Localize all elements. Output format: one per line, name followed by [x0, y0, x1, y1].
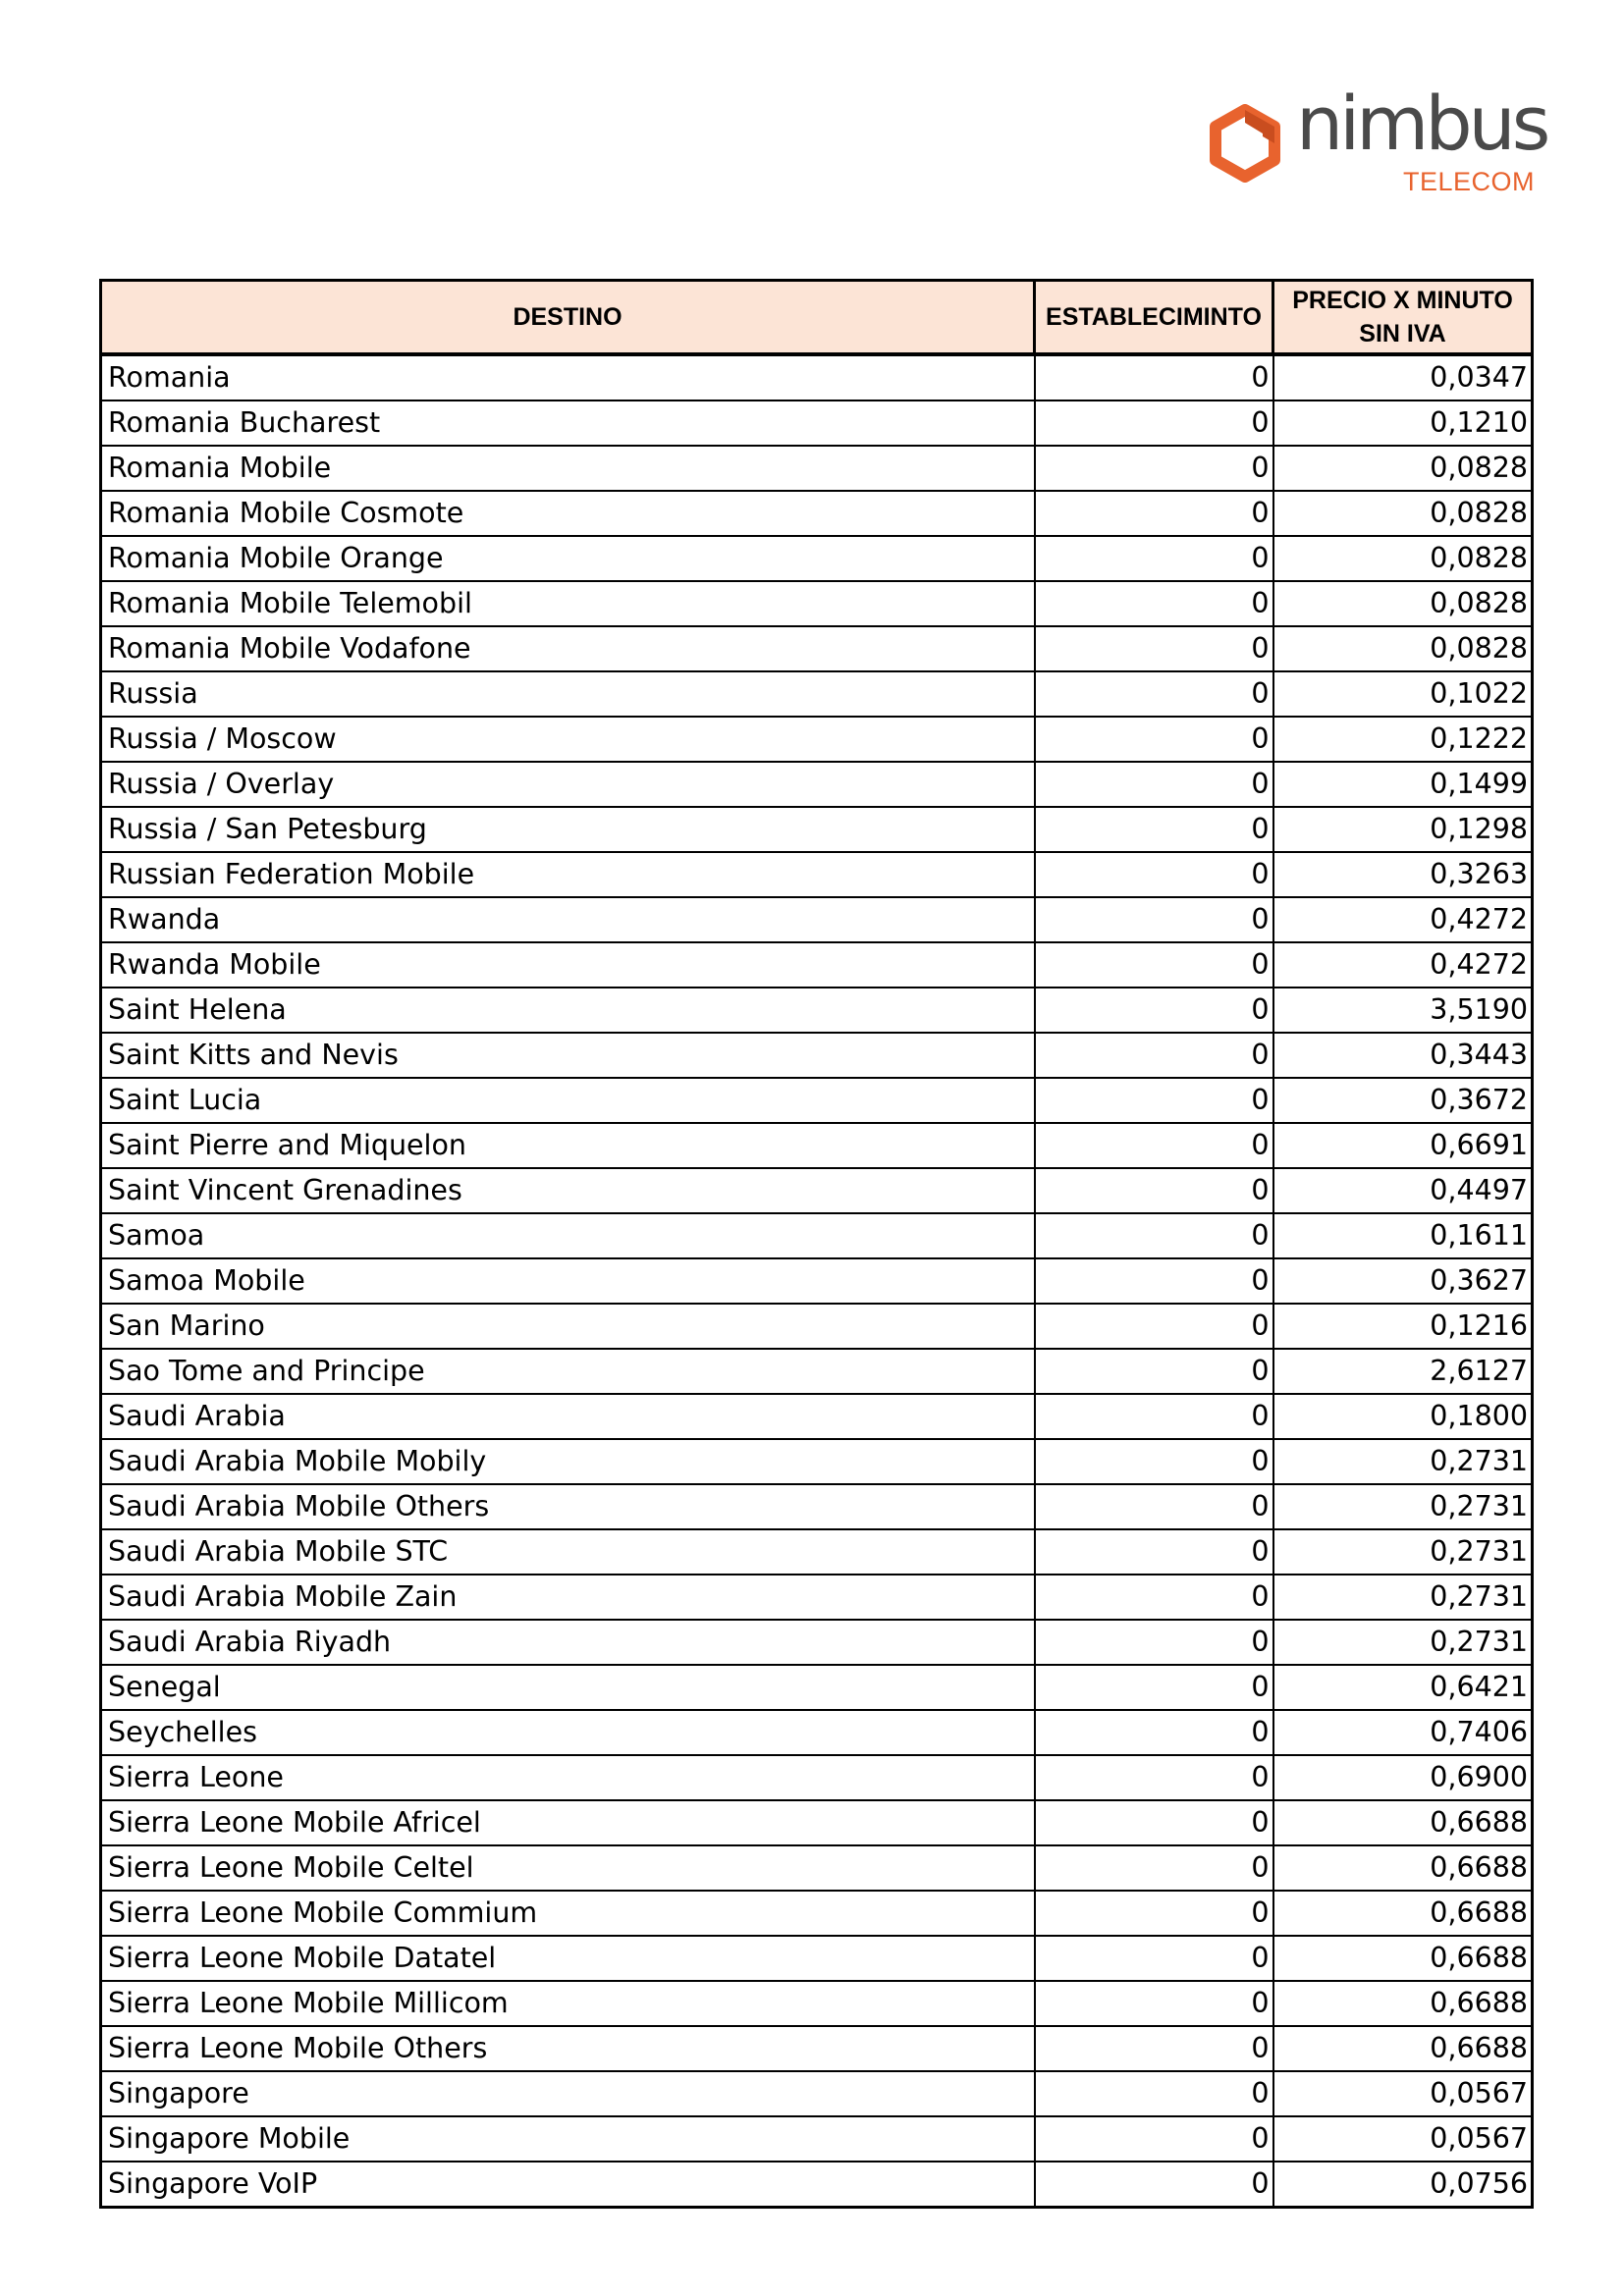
- destino-cell: Romania Mobile: [101, 446, 1035, 491]
- table-row: [101, 1800, 1533, 1845]
- table-row: [101, 446, 1533, 491]
- precio-cell: 0,0567: [1273, 2116, 1533, 2162]
- table-row: [101, 942, 1533, 988]
- precio-cell: 2,6127: [1273, 1349, 1533, 1394]
- destino-cell: Russia / Overlay: [101, 762, 1035, 807]
- destino-cell: Sierra Leone Mobile Millicom: [101, 1981, 1035, 2026]
- destino-cell: Samoa Mobile: [101, 1258, 1035, 1304]
- table-row: [101, 1845, 1533, 1891]
- precio-cell: 0,6691: [1273, 1123, 1533, 1168]
- establecimiento-cell: 0: [1035, 671, 1273, 717]
- table-row: [101, 626, 1533, 671]
- precio-cell: 0,4497: [1273, 1168, 1533, 1213]
- establecimiento-cell: 0: [1035, 1845, 1273, 1891]
- establecimiento-cell: 0: [1035, 807, 1273, 852]
- establecimiento-cell: 0: [1035, 1168, 1273, 1213]
- destino-cell: Romania Mobile Orange: [101, 536, 1035, 581]
- precio-cell: 0,6688: [1273, 2026, 1533, 2071]
- establecimiento-cell: 0: [1035, 1529, 1273, 1575]
- precio-cell: 0,0347: [1273, 354, 1533, 400]
- establecimiento-cell: 0: [1035, 1078, 1273, 1123]
- establecimiento-cell: 0: [1035, 942, 1273, 988]
- precio-cell: 0,2731: [1273, 1484, 1533, 1529]
- table-row: [101, 1620, 1533, 1665]
- precio-cell: 0,1611: [1273, 1213, 1533, 1258]
- destino-cell: Rwanda: [101, 897, 1035, 942]
- destino-cell: Saudi Arabia Mobile Mobily: [101, 1439, 1035, 1484]
- precio-cell: 0,2731: [1273, 1575, 1533, 1620]
- header-precio: [1273, 281, 1533, 355]
- precio-cell: 0,1800: [1273, 1394, 1533, 1439]
- destino-cell: Singapore VoIP: [101, 2162, 1035, 2208]
- header-precio-line1: PRECIO X MINUTO: [1292, 287, 1513, 314]
- destino-cell: Sierra Leone Mobile Others: [101, 2026, 1035, 2071]
- table-row: [101, 491, 1533, 536]
- establecimiento-cell: 0: [1035, 1936, 1273, 1981]
- precio-cell: 0,0828: [1273, 626, 1533, 671]
- table-row: [101, 1936, 1533, 1981]
- precio-cell: 0,1210: [1273, 400, 1533, 446]
- precio-cell: 0,6900: [1273, 1755, 1533, 1800]
- precio-cell: 0,1298: [1273, 807, 1533, 852]
- table-row: [101, 1258, 1533, 1304]
- precio-cell: 0,6688: [1273, 1981, 1533, 2026]
- destino-cell: Russian Federation Mobile: [101, 852, 1035, 897]
- destino-cell: Saudi Arabia Mobile Others: [101, 1484, 1035, 1529]
- table-row: [101, 1033, 1533, 1078]
- establecimiento-cell: 0: [1035, 1304, 1273, 1349]
- table-row: [101, 671, 1533, 717]
- establecimiento-cell: 0: [1035, 1800, 1273, 1845]
- destino-cell: Singapore: [101, 2071, 1035, 2116]
- destino-cell: Romania Bucharest: [101, 400, 1035, 446]
- table-row: [101, 1665, 1533, 1710]
- precio-cell: 0,3263: [1273, 852, 1533, 897]
- destino-cell: San Marino: [101, 1304, 1035, 1349]
- nimbus-telecom-logo: [1206, 80, 1547, 196]
- precio-cell: 0,6688: [1273, 1800, 1533, 1845]
- establecimiento-cell: 0: [1035, 2026, 1273, 2071]
- header-destino: DESTINO: [101, 281, 1035, 355]
- table-row: [101, 581, 1533, 626]
- precio-cell: 0,1022: [1273, 671, 1533, 717]
- establecimiento-cell: 0: [1035, 581, 1273, 626]
- establecimiento-cell: 0: [1035, 1213, 1273, 1258]
- destino-cell: Russia: [101, 671, 1035, 717]
- establecimiento-cell: 0: [1035, 988, 1273, 1033]
- establecimiento-cell: 0: [1035, 2071, 1273, 2116]
- table-row: [101, 762, 1533, 807]
- destino-cell: Saudi Arabia Mobile Zain: [101, 1575, 1035, 1620]
- establecimiento-cell: 0: [1035, 1349, 1273, 1394]
- establecimiento-cell: 0: [1035, 1981, 1273, 2026]
- precio-cell: 0,6688: [1273, 1845, 1533, 1891]
- table-row: [101, 988, 1533, 1033]
- destino-cell: Saint Kitts and Nevis: [101, 1033, 1035, 1078]
- destino-cell: Sierra Leone: [101, 1755, 1035, 1800]
- table-row: [101, 1439, 1533, 1484]
- precio-cell: 0,1216: [1273, 1304, 1533, 1349]
- destino-cell: Russia / San Petesburg: [101, 807, 1035, 852]
- table-body: [101, 354, 1533, 2208]
- destino-cell: Sierra Leone Mobile Commium: [101, 1891, 1035, 1936]
- precio-cell: 0,0756: [1273, 2162, 1533, 2208]
- table-row: [101, 1891, 1533, 1936]
- table-row: [101, 717, 1533, 762]
- precio-cell: 0,1499: [1273, 762, 1533, 807]
- establecimiento-cell: 0: [1035, 1755, 1273, 1800]
- establecimiento-cell: 0: [1035, 1710, 1273, 1755]
- precio-cell: 0,3443: [1273, 1033, 1533, 1078]
- logo-wordmark: nimbus: [1296, 80, 1547, 167]
- precio-cell: 3,5190: [1273, 988, 1533, 1033]
- precio-cell: 0,3627: [1273, 1258, 1533, 1304]
- table-row: [101, 2116, 1533, 2162]
- table-row: [101, 897, 1533, 942]
- table-row: [101, 2162, 1533, 2208]
- destino-cell: Saudi Arabia: [101, 1394, 1035, 1439]
- establecimiento-cell: 0: [1035, 1484, 1273, 1529]
- establecimiento-cell: 0: [1035, 1891, 1273, 1936]
- establecimiento-cell: 0: [1035, 400, 1273, 446]
- establecimiento-cell: 0: [1035, 1394, 1273, 1439]
- establecimiento-cell: 0: [1035, 1665, 1273, 1710]
- table-row: [101, 1213, 1533, 1258]
- destino-cell: Sierra Leone Mobile Africel: [101, 1800, 1035, 1845]
- logo-subtitle: TELECOM: [1403, 167, 1536, 196]
- destino-cell: Romania: [101, 354, 1035, 400]
- table-row: [101, 852, 1533, 897]
- hexagon-logo-icon: [1206, 104, 1284, 183]
- table-row: [101, 1123, 1533, 1168]
- destino-cell: Saint Helena: [101, 988, 1035, 1033]
- table-row: [101, 1304, 1533, 1349]
- rate-table: [99, 279, 1534, 2209]
- table-row: [101, 400, 1533, 446]
- precio-cell: 0,6688: [1273, 1936, 1533, 1981]
- destino-cell: Romania Mobile Telemobil: [101, 581, 1035, 626]
- establecimiento-cell: 0: [1035, 1620, 1273, 1665]
- precio-cell: 0,2731: [1273, 1439, 1533, 1484]
- table-row: [101, 1575, 1533, 1620]
- table-row: [101, 1168, 1533, 1213]
- destino-cell: Romania Mobile Cosmote: [101, 491, 1035, 536]
- precio-cell: 0,3672: [1273, 1078, 1533, 1123]
- precio-cell: 0,0828: [1273, 581, 1533, 626]
- precio-cell: 0,0828: [1273, 446, 1533, 491]
- table-row: [101, 1394, 1533, 1439]
- establecimiento-cell: 0: [1035, 2162, 1273, 2208]
- destino-cell: Saint Pierre and Miquelon: [101, 1123, 1035, 1168]
- establecimiento-cell: 0: [1035, 626, 1273, 671]
- establecimiento-cell: 0: [1035, 1258, 1273, 1304]
- table-row: [101, 2026, 1533, 2071]
- destino-cell: Rwanda Mobile: [101, 942, 1035, 988]
- destino-cell: Seychelles: [101, 1710, 1035, 1755]
- precio-cell: 0,2731: [1273, 1529, 1533, 1575]
- destino-cell: Russia / Moscow: [101, 717, 1035, 762]
- precio-cell: 0,1222: [1273, 717, 1533, 762]
- establecimiento-cell: 0: [1035, 1123, 1273, 1168]
- precio-cell: 0,0567: [1273, 2071, 1533, 2116]
- destino-cell: Sierra Leone Mobile Datatel: [101, 1936, 1035, 1981]
- establecimiento-cell: 0: [1035, 1575, 1273, 1620]
- destino-cell: Romania Mobile Vodafone: [101, 626, 1035, 671]
- establecimiento-cell: 0: [1035, 536, 1273, 581]
- table-row: [101, 1484, 1533, 1529]
- header-establecimiento: ESTABLECIMINTO: [1035, 281, 1273, 355]
- precio-cell: 0,0828: [1273, 536, 1533, 581]
- precio-cell: 0,4272: [1273, 897, 1533, 942]
- destino-cell: Sao Tome and Principe: [101, 1349, 1035, 1394]
- destino-cell: Saint Vincent Grenadines: [101, 1168, 1035, 1213]
- establecimiento-cell: 0: [1035, 2116, 1273, 2162]
- establecimiento-cell: 0: [1035, 717, 1273, 762]
- establecimiento-cell: 0: [1035, 762, 1273, 807]
- destino-cell: Samoa: [101, 1213, 1035, 1258]
- precio-cell: 0,2731: [1273, 1620, 1533, 1665]
- establecimiento-cell: 0: [1035, 491, 1273, 536]
- precio-cell: 0,0828: [1273, 491, 1533, 536]
- precio-cell: 0,7406: [1273, 1710, 1533, 1755]
- destino-cell: Senegal: [101, 1665, 1035, 1710]
- table-header-row: [101, 281, 1533, 355]
- table-row: [101, 1710, 1533, 1755]
- table-row: [101, 1349, 1533, 1394]
- establecimiento-cell: 0: [1035, 852, 1273, 897]
- table-row: [101, 1981, 1533, 2026]
- establecimiento-cell: 0: [1035, 354, 1273, 400]
- table-row: [101, 354, 1533, 400]
- table-row: [101, 2071, 1533, 2116]
- destino-cell: Saint Lucia: [101, 1078, 1035, 1123]
- establecimiento-cell: 0: [1035, 1033, 1273, 1078]
- table-row: [101, 536, 1533, 581]
- establecimiento-cell: 0: [1035, 446, 1273, 491]
- precio-cell: 0,6688: [1273, 1891, 1533, 1936]
- precio-cell: 0,4272: [1273, 942, 1533, 988]
- destino-cell: Saudi Arabia Riyadh: [101, 1620, 1035, 1665]
- table-row: [101, 1755, 1533, 1800]
- table-row: [101, 807, 1533, 852]
- header-precio-line2: SIN IVA: [1359, 320, 1446, 347]
- table-row: [101, 1529, 1533, 1575]
- precio-cell: 0,6421: [1273, 1665, 1533, 1710]
- establecimiento-cell: 0: [1035, 1439, 1273, 1484]
- destino-cell: Saudi Arabia Mobile STC: [101, 1529, 1035, 1575]
- establecimiento-cell: 0: [1035, 897, 1273, 942]
- destino-cell: Sierra Leone Mobile Celtel: [101, 1845, 1035, 1891]
- destino-cell: Singapore Mobile: [101, 2116, 1035, 2162]
- table-row: [101, 1078, 1533, 1123]
